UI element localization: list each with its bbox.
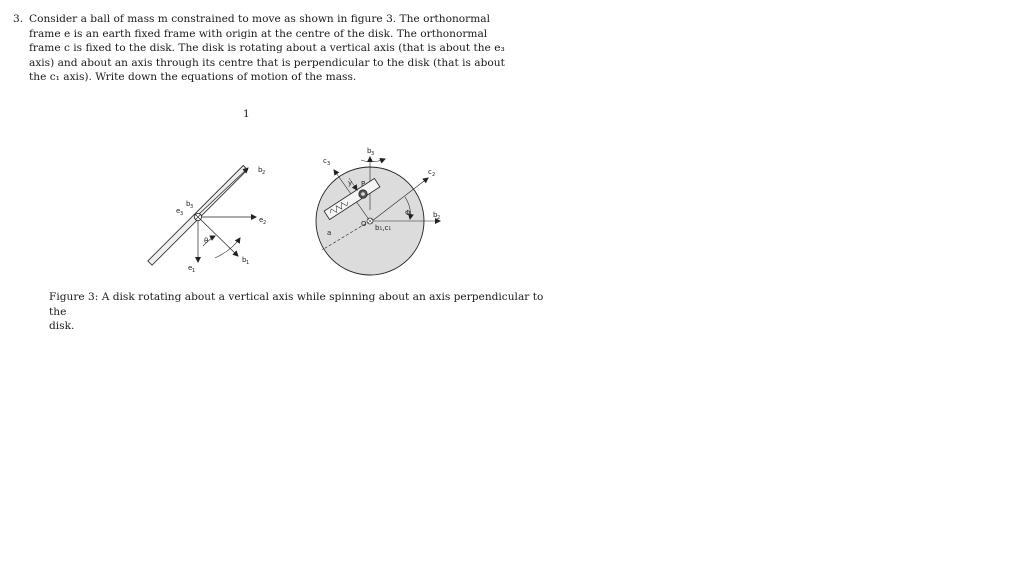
svg-text:2: 2 (437, 215, 441, 221)
page-number: 1 (243, 108, 250, 120)
label-y: y (348, 179, 353, 187)
label-p: P (361, 180, 366, 188)
figure-caption (49, 290, 554, 334)
svg-text:1: 1 (246, 260, 250, 266)
label-a: a (327, 229, 332, 237)
label-b3-right: b (367, 147, 372, 155)
rotation-arrow (215, 238, 240, 258)
problem-line-2: frame e is an earth fixed frame with origin at the centre of the disk. The orthonormal (29, 27, 488, 40)
label-e2: e (259, 216, 264, 224)
label-theta: θ (204, 237, 209, 245)
label-b2-right: b (433, 211, 438, 219)
svg-text:3: 3 (190, 204, 194, 210)
caption-line-1: Figure 3: A disk rotating about a vertical axis while spinning about an axis perpendicular to the (49, 291, 544, 318)
svg-text:3: 3 (327, 161, 331, 167)
svg-text:2: 2 (432, 172, 436, 178)
label-e1: e (188, 264, 193, 272)
label-phi: Φ (405, 209, 411, 217)
label-b3-left: b (186, 200, 191, 208)
b2-axis-line (198, 168, 248, 215)
svg-text:3: 3 (371, 151, 375, 157)
svg-text:2: 2 (263, 220, 267, 226)
left-diagram (148, 166, 256, 266)
label-b1-left: b (242, 256, 247, 264)
label-e3: e (176, 207, 181, 215)
caption-line-2: disk. (49, 320, 75, 333)
svg-text:3: 3 (180, 211, 184, 217)
problem-line-1: Consider a ball of mass m constrained to move as shown in figure 3. The orthonormal (29, 13, 490, 25)
problem-line-5: the c₁ axis). Write down the equations of motion of the mass. (29, 71, 357, 84)
problem-line-3: frame c is fixed to the disk. The disk is rotating about a vertical axis (that is about the e₃ (29, 42, 505, 55)
label-b2-left: b (258, 166, 263, 174)
svg-text:1: 1 (192, 268, 196, 274)
b3-rotation-arrow (361, 159, 385, 162)
label-b1-c1: b₁,c₁ (375, 224, 392, 232)
problem-line-4: axis) and about an axis through its centre that is perpendicular to the disk (that is about (29, 56, 505, 69)
label-c3: c (323, 157, 327, 165)
label-c2: c (428, 168, 432, 176)
label-o: O (361, 220, 367, 228)
problem-number: 3. (13, 13, 24, 25)
right-diagram (316, 157, 440, 275)
svg-text:2: 2 (262, 170, 266, 176)
